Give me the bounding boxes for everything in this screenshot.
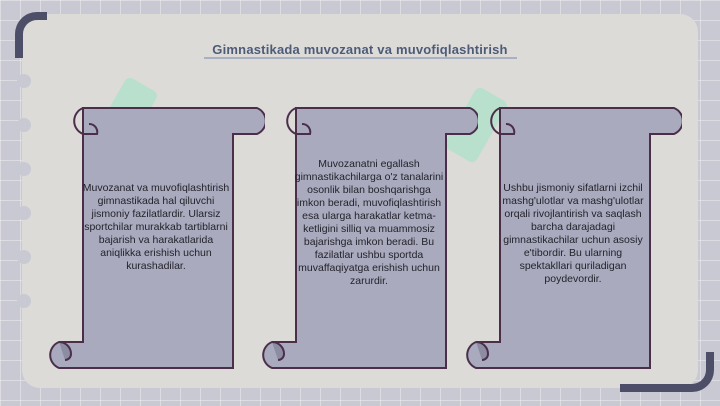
binder-notch [17,294,31,308]
card-2-text: Muvozanatni egallash gimnastikachilarga o'z tanalarini osonlik bilan boshqarishga imkon beradi, muvofiqlashtirish esa ularga harakatlar ketma-ketligini silliq va muammosiz bajarishga imkon beradi. Bu fazilatlar ushbu sportda muvaffaqiyatga erishish uchun zarurdir. [294,158,444,287]
card-1-text: Muvozanat va muvofiqlashtirish gimnastikada hal qiluvchi jismoniy fazilatlardir. Ularsiz sportchilar murakkab tartiblarni bajarish va harakatlarida aniqlikka erishish uchun kurashadilar. [82,182,230,272]
binder-notch [17,118,31,132]
scroll-card-2 [258,104,478,374]
scroll-card-1 [45,104,265,374]
binder-notch [17,162,31,176]
card-3-text: Ushbu jismoniy sifatlarni izchil mashg'ulotlar va mashg'ulotlar orqali rivojlantirish va saqlash barcha darajadagi gimnastikachilar uchun asosiy e'tibordir. Bu ularning spektakllari quriladigan poydevordir. [502,182,644,285]
scroll-card-3 [462,104,682,374]
binder-notch [17,74,31,88]
slide-title: Gimnastikada muvozanat va muvofiqlashtirish [212,42,508,57]
binder-notch [17,206,31,220]
binder-notch [17,250,31,264]
title-underline [204,57,517,59]
